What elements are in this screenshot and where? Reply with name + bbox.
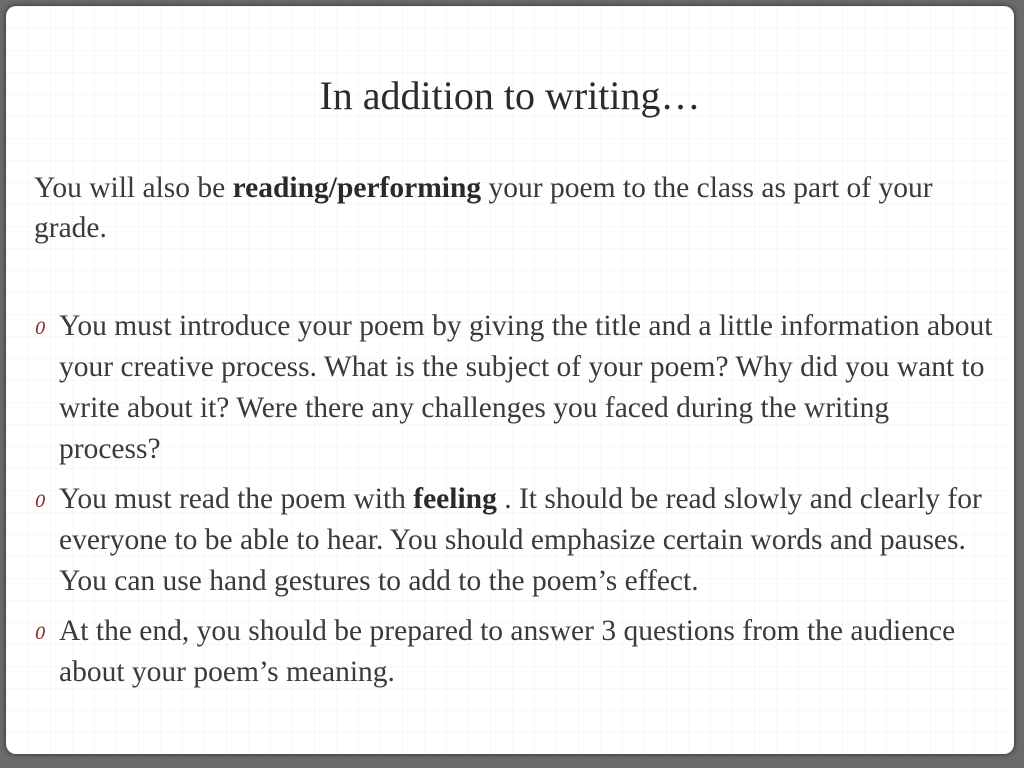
slide xyxy=(6,6,1014,754)
bullet-marker: 0 xyxy=(35,624,46,644)
intro-text-before: You will also be xyxy=(34,172,233,204)
intro-paragraph xyxy=(34,168,984,248)
bullet-text-before: You must read the poem with xyxy=(59,483,414,515)
bullet-marker: 0 xyxy=(35,492,46,512)
bullet-item-questions xyxy=(34,611,996,693)
bullet-list xyxy=(34,306,996,702)
intro-text-bold: reading/performing xyxy=(232,172,482,204)
slide-title: In addition to writing… xyxy=(319,73,701,118)
bullet-text: At the end, you should be prepared to answer 3 questions from the audience about your poem’s meaning. xyxy=(59,615,956,688)
bullet-text-bold: feeling xyxy=(413,483,497,515)
bullet-marker: 0 xyxy=(35,319,46,339)
bullet-text-after: . It should be read slowly and clearly for everyone to be able to hear. You should emphasize certain words and pauses. You can use hand gestures to add to the poem’s effect. xyxy=(59,483,982,597)
bullet-text: You must introduce your poem by giving the title and a little information about your creative process. What is the subject of your poem? Why did you want to write about it? Were there any challenges you faced during the writing process? xyxy=(59,310,993,465)
bullet-item-feeling xyxy=(34,479,996,602)
intro-text-after: your poem to the class as part of your grade. xyxy=(34,172,933,244)
bullet-item-introduce xyxy=(34,306,996,470)
